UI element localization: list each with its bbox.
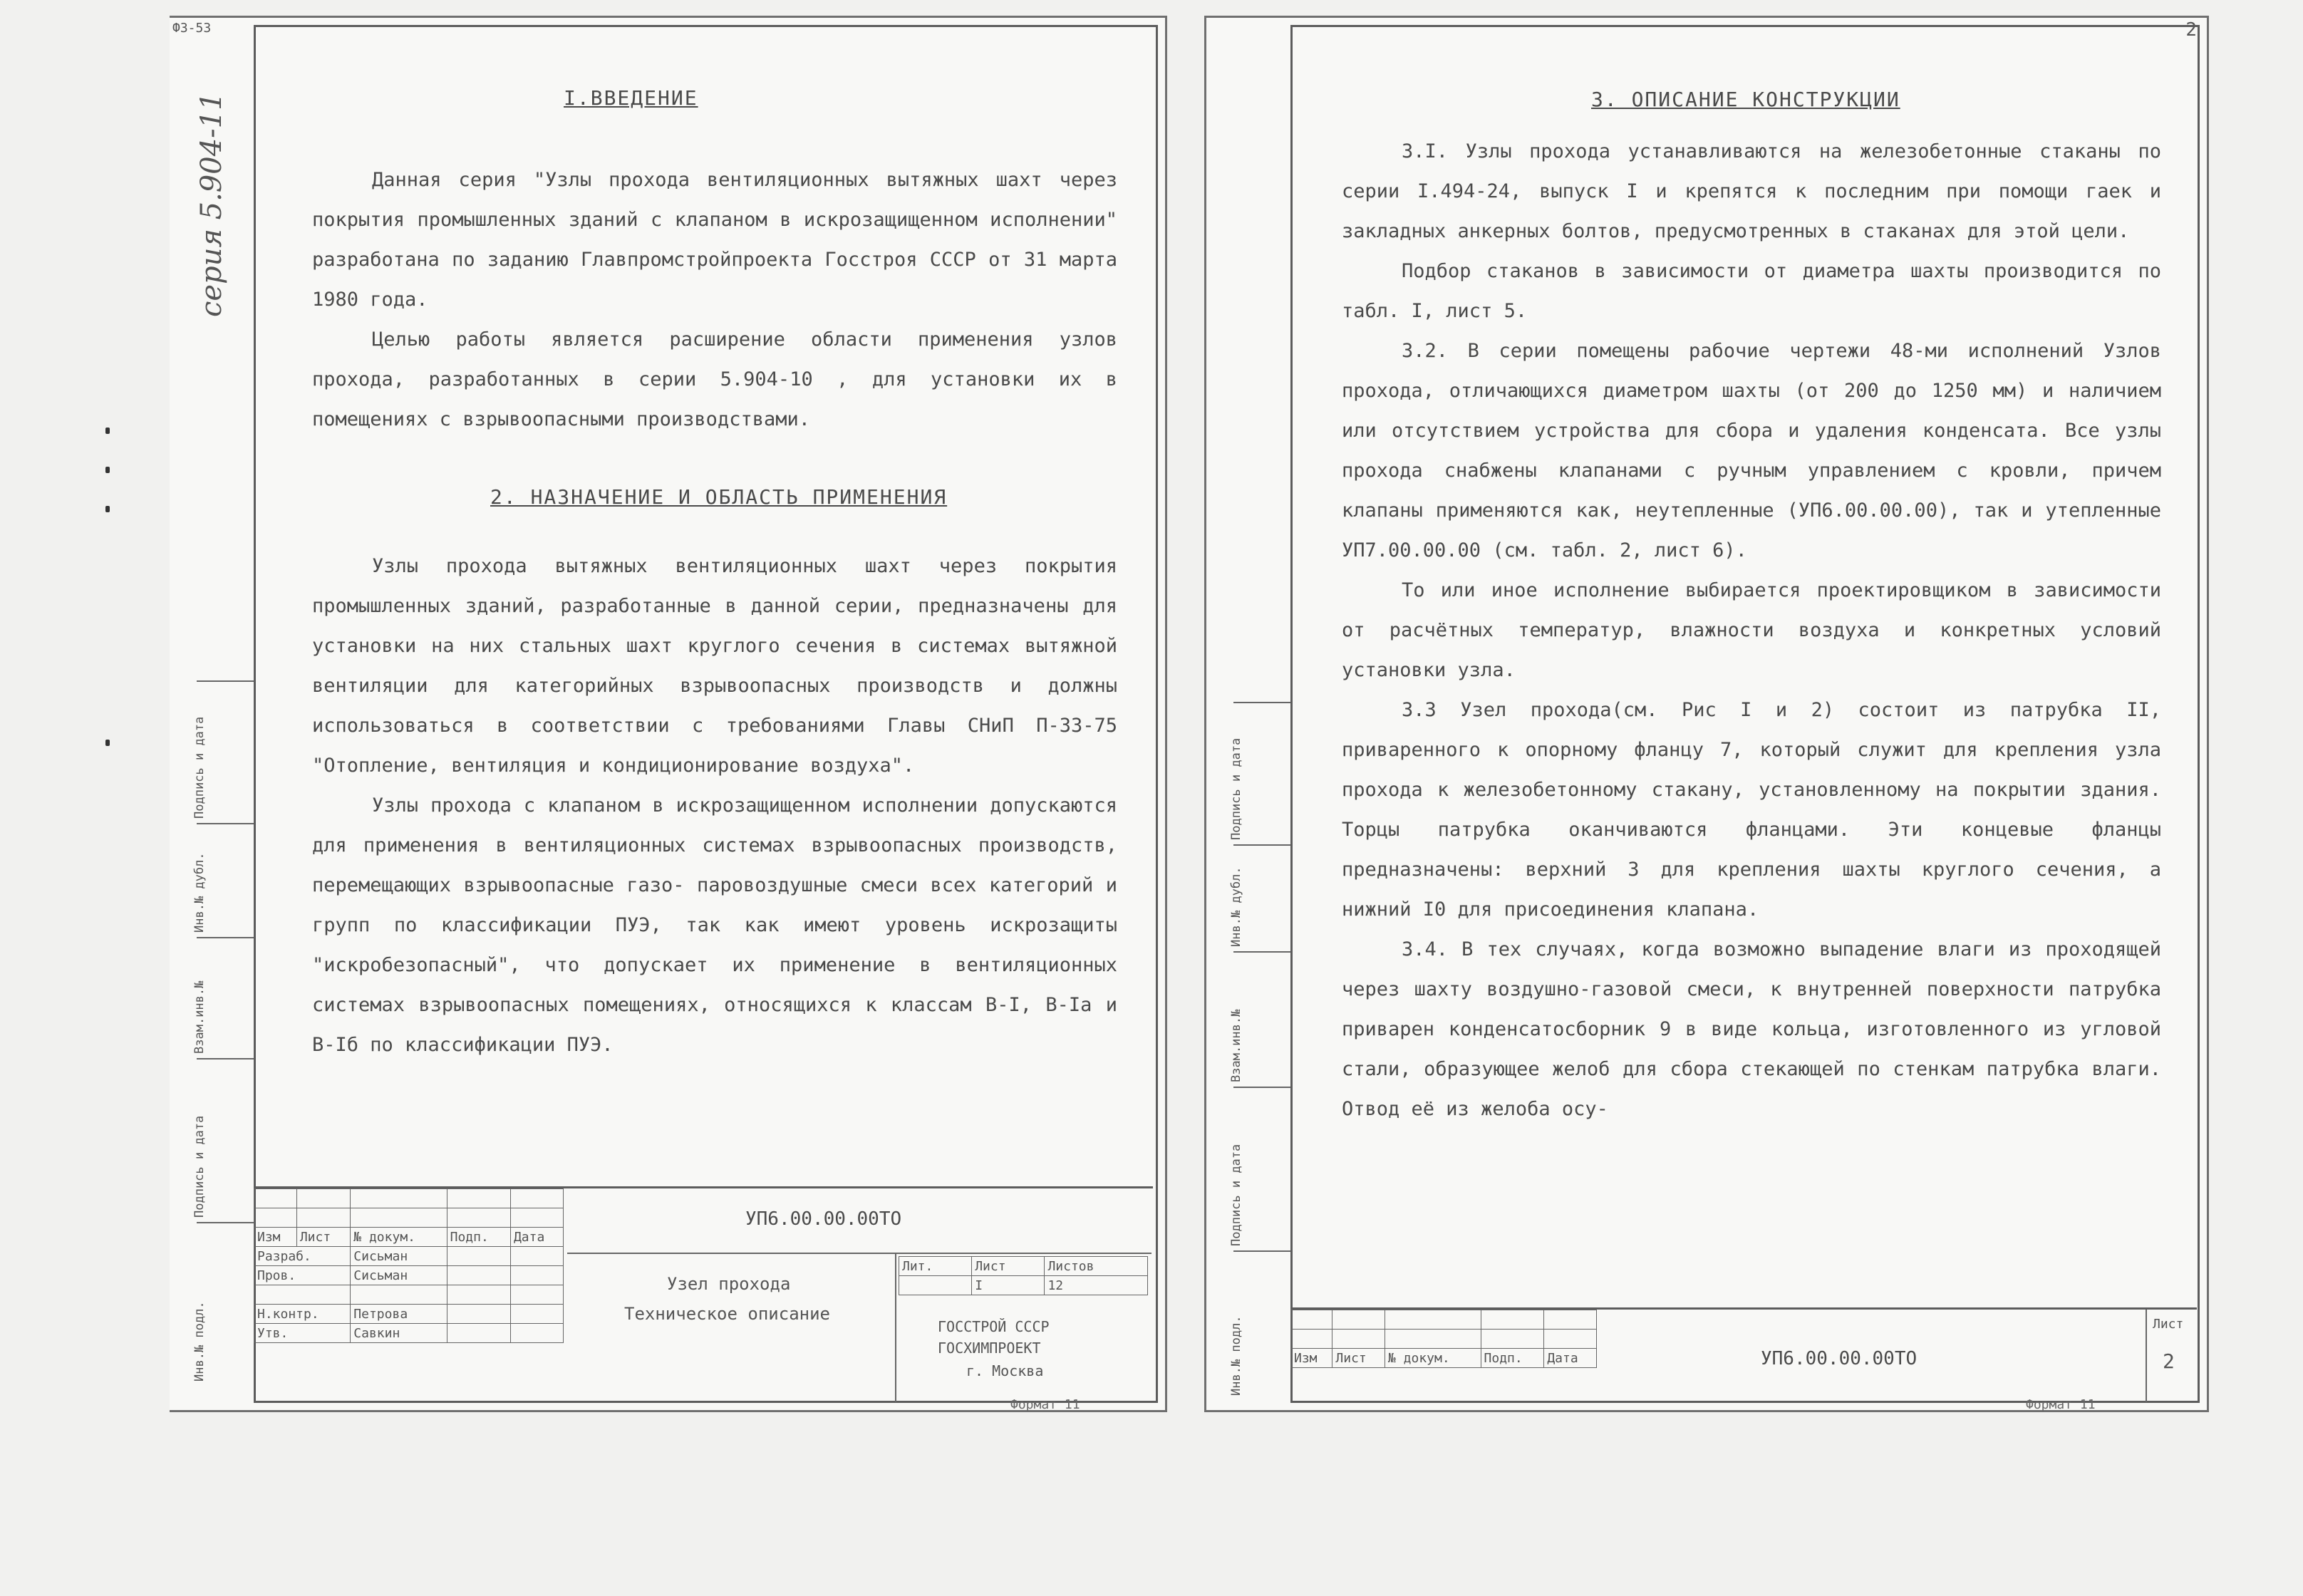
paragraph: Подбор стаканов в зависимости от диаметра шахты производится по табл. I, лист 5. bbox=[1342, 260, 2161, 322]
doc-code: УП6.00.00.00ТО bbox=[745, 1208, 902, 1230]
paragraph: 3.4. В тех случаях, когда возможно выпадение влаги из проходящей через шахту воздушно-газовой смеси, к внутренней поверхности патрубка приварен конденсатосборник 9 в виде кольца, изготовленного из угловой стали, образующее желоб для сбора стекающей по стенкам патрубка влаги. Отвод её из желоба осу- bbox=[1342, 938, 2161, 1120]
binder-hole bbox=[105, 740, 110, 746]
side-stamp: Взам.инв.№ bbox=[1233, 951, 1290, 1087]
section3-title: 3. ОПИСАНИЕ КОНСТРУКЦИИ bbox=[1591, 88, 1900, 111]
format-label: Формат 11 bbox=[2026, 1397, 2096, 1412]
doc-name-1: Узел прохода bbox=[667, 1274, 791, 1294]
paragraph: 3.I. Узлы прохода устанавливаются на железобетонные стаканы по серии I.494-24, выпуск I и крепятся к последним при помощи гаек и закладных анкерных болтов, предусмотренных в стаканах для этой цели. bbox=[1342, 140, 2161, 242]
binder-hole bbox=[105, 428, 110, 434]
section1-title: I.ВВЕДЕНИЕ bbox=[564, 86, 698, 110]
side-stamp: Подпись и дата bbox=[197, 1058, 254, 1222]
side-stamp: Подпись и дата bbox=[1233, 1087, 1290, 1250]
binder-hole bbox=[105, 467, 110, 473]
section2-title: 2. НАЗНАЧЕНИЕ И ОБЛАСТЬ ПРИМЕНЕНИЯ bbox=[490, 485, 948, 509]
side-stamp: Инв.№ дубл. bbox=[197, 823, 254, 937]
section3-text bbox=[1342, 132, 2161, 1129]
paragraph: Данная серия "Узлы прохода вентиляционных вытяжных шахт через покрытия промышленных зданий с клапаном в искрозащищенном исполнении" разработана по заданию Главпромстройпроекта Госстроя СССР от 31 марта 1980 года. bbox=[312, 169, 1117, 311]
right-page bbox=[1204, 16, 2209, 1412]
side-stamp: Подпись и дата bbox=[197, 680, 254, 823]
paragraph: Целью работы является расширение области применения узлов прохода, разработанных в серии 5.904-10 , для установки их в помещениях с взрывоопасными производствами. bbox=[312, 328, 1117, 430]
left-page bbox=[170, 16, 1167, 1412]
revision-table: Изм Лист № докум. Подп. Дата bbox=[1290, 1310, 1597, 1368]
org-line-1: ГОССТРОЙ СССР bbox=[938, 1318, 1050, 1335]
title-block bbox=[1290, 1307, 2197, 1400]
side-stamp: Инв.№ подл. bbox=[197, 1222, 254, 1386]
series-stamp: серия 5.904-11 bbox=[195, 92, 228, 317]
paragraph: 3.3 Узел прохода(см. Рис I и 2) состоит из патрубка II, приваренного к опорному фланцу 7, который служит для крепления узла прохода к железобетонному стакану, установленному на покрытии здания. Торцы патрубка оканчиваются фланцами. Эти концевые фланцы предназначены: верхний 3 для крепления шахты круглого сечения, а нижний I0 для присоединения клапана. bbox=[1342, 699, 2161, 921]
corner-code: ФЗ-53 bbox=[172, 21, 212, 36]
side-stamp: Подпись и дата bbox=[1233, 702, 1290, 844]
page-number: 2 bbox=[2185, 19, 2197, 41]
section2-text bbox=[312, 546, 1117, 1065]
paragraph: Узлы прохода вытяжных вентиляционных шахт через покрытия промышленных зданий, разработанные в данной серии, предназначены для установки на них стальных шахт круглого сечения в системах вытяжной вентиляции для категорийных взрывоопасных производств и должны использоваться в соответствии с требованиями Главы СНиП П-33-75 "Отопление, вентиляция и кондиционирование воздуха". bbox=[312, 555, 1117, 777]
format-label: Формат 11 bbox=[1010, 1397, 1080, 1412]
org-line-3: г. Москва bbox=[966, 1362, 1044, 1379]
signature-table: Изм Лист № докум. Подп. Дата Разраб. Сисьман Пров. Сисьман Н.контр. Петрова Утв. Савкин bbox=[254, 1188, 564, 1343]
sheet-cell: Лист 2 bbox=[2146, 1310, 2197, 1402]
doc-code: УП6.00.00.00ТО bbox=[1761, 1348, 1918, 1369]
section1-text bbox=[312, 160, 1117, 440]
side-stamps bbox=[192, 680, 256, 1400]
binder-hole bbox=[105, 506, 110, 512]
paragraph: То или иное исполнение выбирается проектировщиком в зависимости от расчётных температур, влажности воздуха и конкретных условий установки узла. bbox=[1342, 579, 2161, 681]
title-block bbox=[254, 1186, 1153, 1400]
side-stamp: Инв.№ подл. bbox=[1233, 1250, 1290, 1400]
paragraph: Узлы прохода с клапаном в искрозащищенном исполнении допускаются для применения в вентиляционных системах взрывоопасных производств, перемещающих взрывоопасные газо- паровоздушные смеси всех категорий и групп по классификации ПУЭ, так как имеют уровень искрозащиты "искробезопасный", что допускает их применение в вентиляционных системах взрывоопасных помещениях, относящихся к классам В-I, В-Iа и В-Iб по классификации ПУЭ. bbox=[312, 794, 1117, 1056]
side-stamp: Инв.№ дубл. bbox=[1233, 844, 1290, 951]
doc-name-2: Техническое описание bbox=[624, 1304, 830, 1324]
paragraph: 3.2. В серии помещены рабочие чертежи 48-ми исполнений Узлов прохода, отличающихся диаметром шахты (от 200 до 1250 мм) и наличием или отсутствием устройства для сбора и удаления конденсата. Все узлы прохода снабжены клапанами с ручным управлением с кровли, причем клапаны применяются как, неутепленные (УП6.00.00.00), так и утепленные УП7.00.00.00 (см. табл. 2, лист 6). bbox=[1342, 340, 2161, 561]
org-line-2: ГОСХИМПРОЕКТ bbox=[938, 1340, 1041, 1357]
side-stamps bbox=[1229, 702, 1293, 1400]
sheet-info: Лит. Лист Листов I 12 bbox=[899, 1256, 1148, 1295]
side-stamp: Взам.инв.№ bbox=[197, 937, 254, 1058]
